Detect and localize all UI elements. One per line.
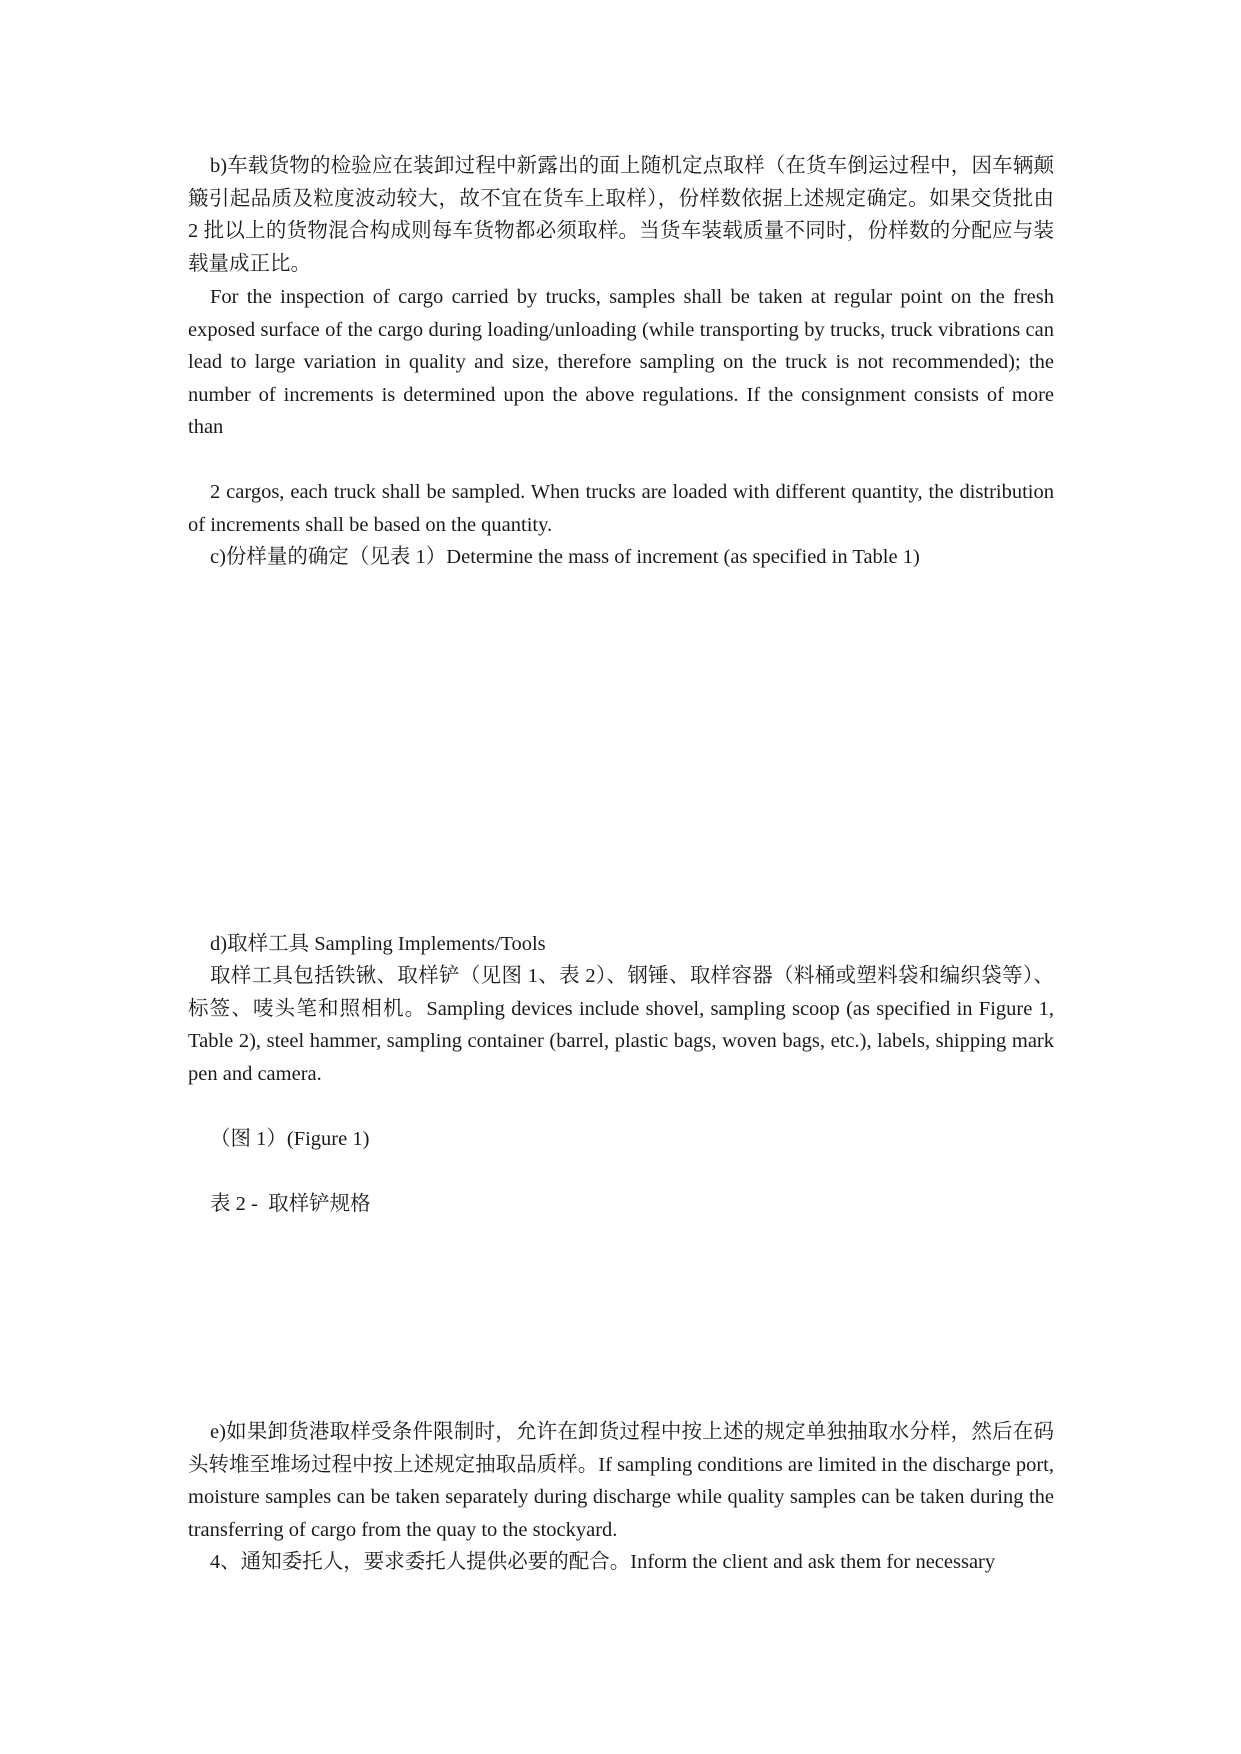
paragraph-4-inform-client: 4、通知委托人，要求委托人提供必要的配合。Inform the client and ask them for necessary	[210, 1551, 996, 1573]
paragraph-e-discharge-sampling: e)如果卸货港取样受条件限制时，允许在卸货过程中按上述的规定单独抽取水分样，然后在码头转堆至堆场过程中按上述规定抽取品质样。If sampling conditions are limited in the discharge port, moisture samples can be taken separately during discharge while quality samples can be taken during the transferring of cargo from the quay to the stockyard.	[188, 1421, 1054, 1541]
heading-d-sampling-tools: d)取样工具 Sampling Implements/Tools	[210, 933, 546, 955]
paragraph-b-english-part2: 2 cargos, each truck shall be sampled. When trucks are loaded with different quantity, the distribution of increments shall be based on the quantity.	[188, 481, 1054, 536]
paragraph-d-sampling-tools: 取样工具包括铁锹、取样铲（见图 1、表 2）、钢锤、取样容器（料桶或塑料袋和编织袋等）、标签、唛头笔和照相机。Sampling devices include shovel, sampling scoop (as specified in Figure 1, Table 2), steel hammer, sampling container (barrel, plastic bags, woven bags, etc.), labels, shipping mark pen and camera.	[188, 965, 1054, 1085]
paragraph-b-chinese: b)车载货物的检验应在装卸过程中新露出的面上随机定点取样（在货车倒运过程中，因车辆颠簸引起品质及粒度波动较大，故不宜在货车上取样），份样数依据上述规定确定。如果交货批由 2 批以上的货物混合构成则每车货物都必须取样。当货车装载质量不同时，份样数的分配应与装载量成正比。	[188, 155, 1054, 275]
figure-1-caption: （图 1）(Figure 1)	[210, 1128, 370, 1150]
table-2-caption: 表 2 - 取样铲规格	[210, 1193, 371, 1215]
paragraph-c-increment-mass: c)份样量的确定（见表 1）Determine the mass of increment (as specified in Table 1)	[210, 546, 920, 568]
paragraph-b-english-part1: For the inspection of cargo carried by trucks, samples shall be taken at regular point on the fresh exposed surface of the cargo during loading/unloading (while transporting by trucks, truck vibrations can lead to large variation in quality and size, therefore sampling on the truck is not recommended); the number of increments is determined upon the above regulations. If the consignment consists of more than	[188, 286, 1054, 439]
